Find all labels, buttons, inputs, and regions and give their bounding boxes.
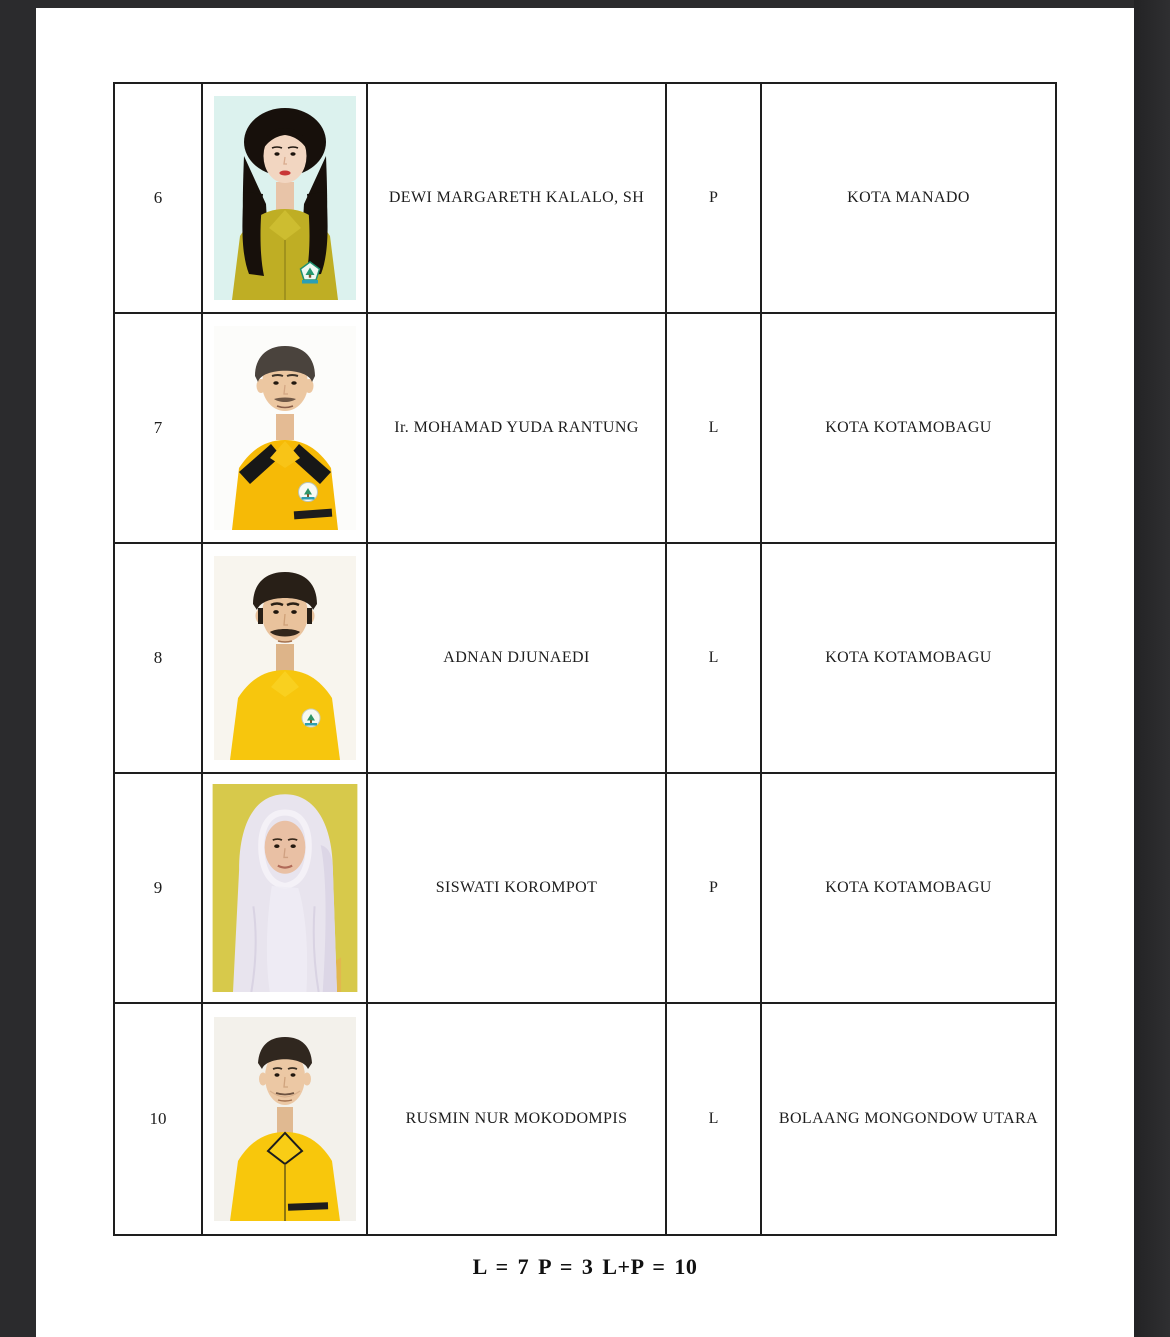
gender-total-summary: L = 7 P = 3 L+P = 10 [472, 1254, 698, 1279]
eye-left [274, 1073, 279, 1076]
candidate-number: 9 [115, 774, 203, 1004]
neck [276, 414, 294, 440]
eye-left [274, 844, 279, 848]
eye-left [273, 610, 279, 614]
sideburn-right [307, 608, 312, 624]
neck [276, 644, 294, 671]
candidate-photo-cell [203, 314, 368, 544]
lips [279, 171, 290, 176]
brow-right [288, 1068, 297, 1069]
candidate-number: 8 [115, 544, 203, 774]
candidate-photo [214, 96, 356, 300]
candidate-photo [214, 1017, 356, 1221]
candidate-name: ADNAN DJUNAEDI [368, 544, 667, 774]
eye-right [290, 152, 295, 155]
candidate-gender: L [667, 544, 762, 774]
eye-left [274, 152, 279, 155]
brow-right [288, 839, 297, 840]
candidate-region: KOTA MANADO [762, 84, 1055, 314]
candidate-name: Ir. MOHAMAD YUDA RANTUNG [368, 314, 667, 544]
eye-right [290, 844, 295, 848]
neck [277, 1107, 293, 1134]
candidate-gender: L [667, 314, 762, 544]
eye-right [291, 610, 297, 614]
hijab-drape [266, 886, 306, 992]
face [264, 821, 305, 874]
candidate-name: RUSMIN NUR MOKODOMPIS [368, 1004, 667, 1234]
viewer-chrome-top [0, 0, 1170, 8]
candidate-gender: L [667, 1004, 762, 1234]
candidate-gender: P [667, 774, 762, 1004]
candidate-region: BOLAANG MONGONDOW UTARA [778, 1109, 1039, 1127]
golkar-badge [298, 483, 317, 502]
eye-right [290, 1073, 295, 1076]
neck [276, 182, 294, 210]
candidate-photo-cell [203, 544, 368, 774]
eye-right [291, 381, 296, 385]
pocket-stripe [287, 1202, 327, 1210]
candidate-photo-cell [203, 84, 368, 314]
golkar-badge [302, 709, 320, 727]
candidate-photo-cell [203, 774, 368, 1004]
brow-left [272, 839, 281, 840]
viewer-chrome-left [0, 0, 36, 1337]
candidate-name: DEWI MARGARETH KALALO, SH [368, 84, 667, 314]
candidate-photo [212, 784, 358, 992]
candidate-gender: P [667, 84, 762, 314]
brow-right [287, 375, 298, 376]
candidate-region: KOTA KOTAMOBAGU [762, 314, 1055, 544]
candidate-region: KOTA KOTAMOBAGU [762, 544, 1055, 774]
candidate-photo [214, 556, 356, 760]
candidate-region: KOTA KOTAMOBAGU [762, 774, 1055, 1004]
candidate-photo [214, 326, 356, 530]
candidate-table [113, 82, 1057, 1236]
viewer-chrome-right [1134, 0, 1170, 1337]
brow-left [272, 375, 283, 376]
candidate-name: SISWATI KOROMPOT [368, 774, 667, 1004]
candidate-photo-cell [203, 1004, 368, 1234]
sideburn-left [258, 608, 263, 624]
candidate-number: 7 [115, 314, 203, 544]
candidate-number: 10 [115, 1004, 203, 1234]
eye-left [273, 381, 278, 385]
candidate-number: 6 [115, 84, 203, 314]
brow-left [273, 1068, 282, 1069]
